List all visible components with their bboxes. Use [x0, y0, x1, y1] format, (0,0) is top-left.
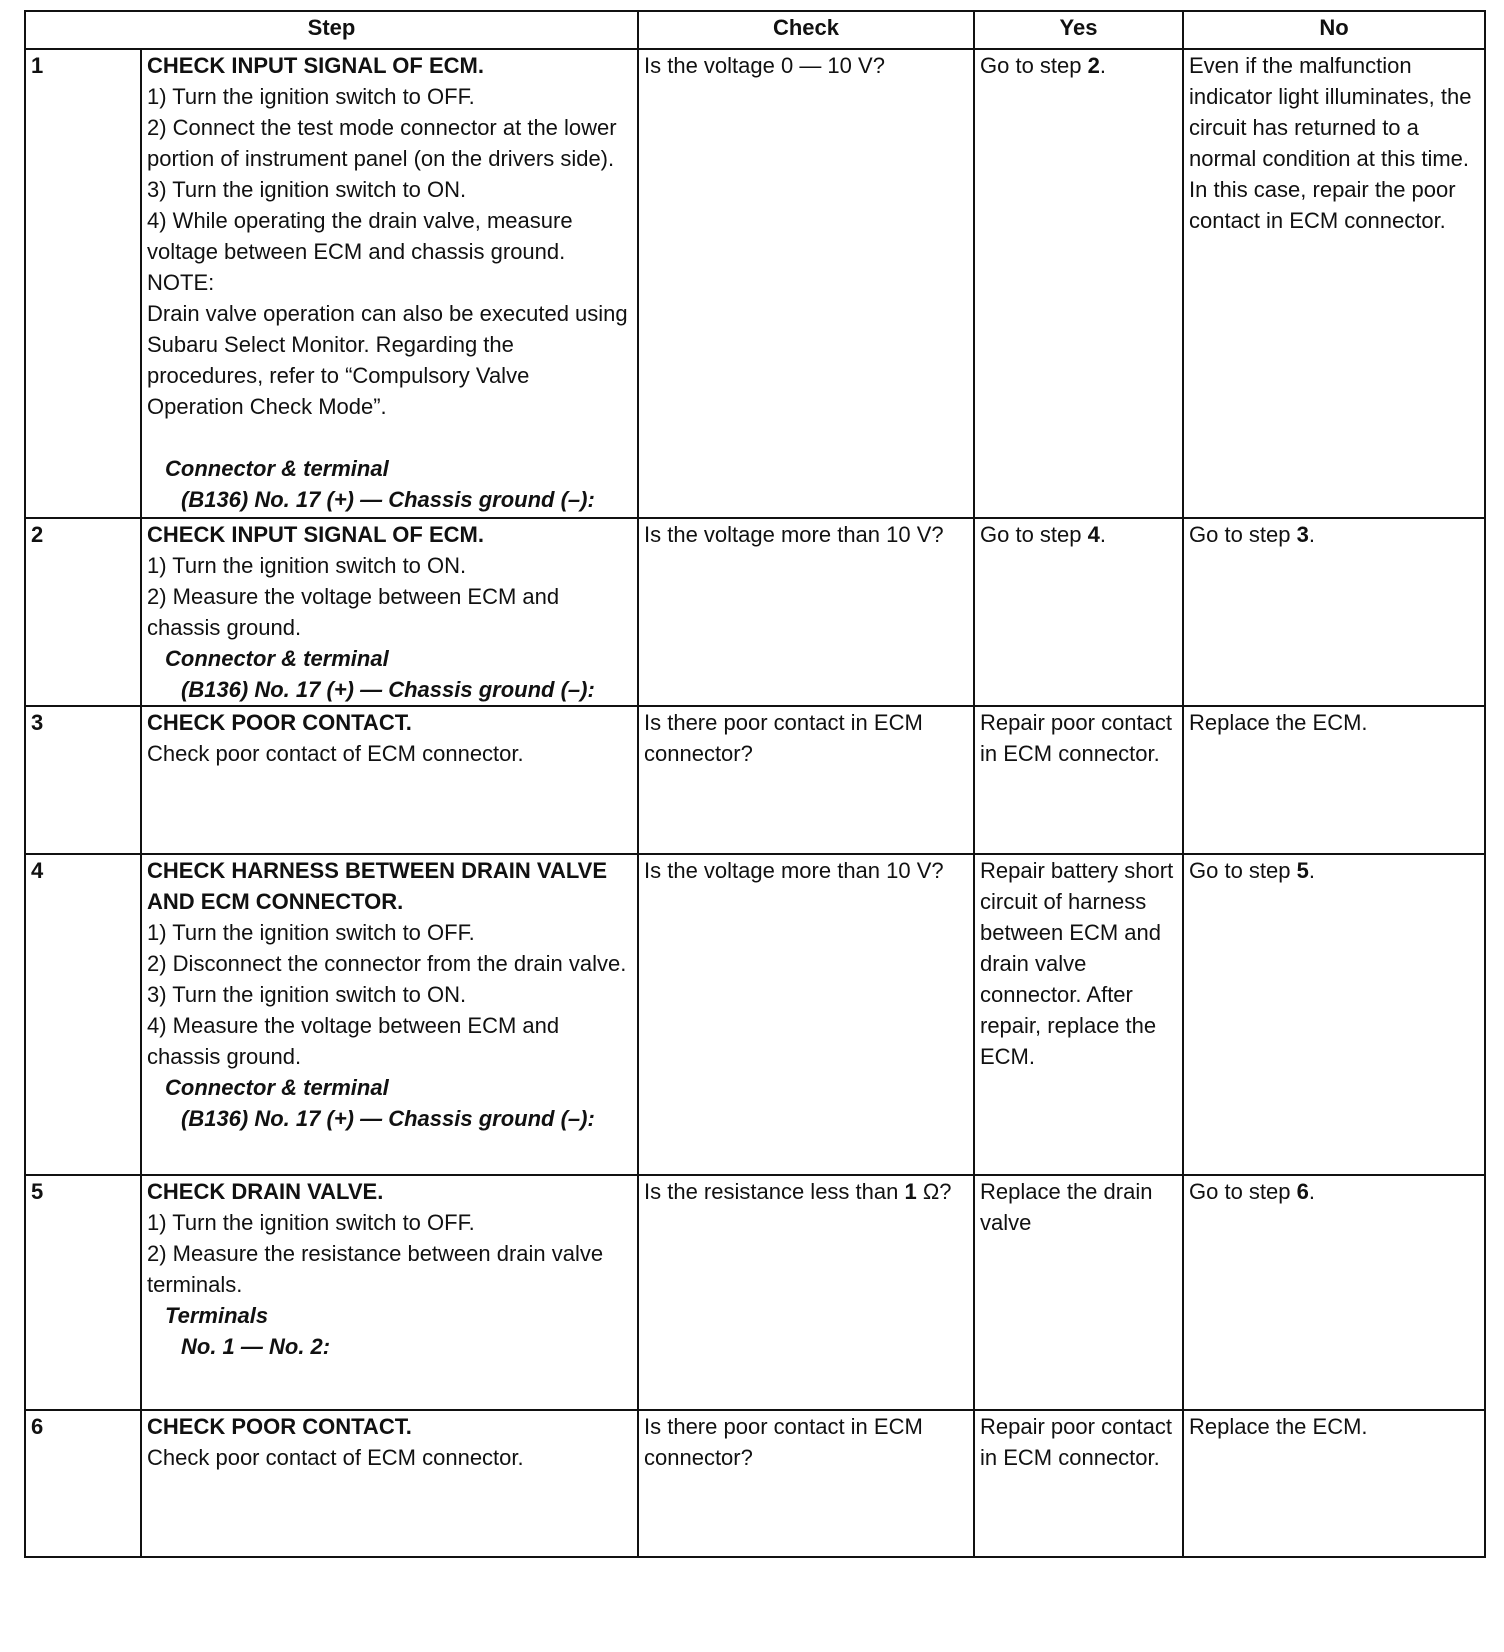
- table-row-step-3: [25, 706, 1485, 854]
- no-step-link[interactable]: 5: [1296, 858, 1309, 883]
- step-title: CHECK INPUT SIGNAL OF ECM.: [147, 53, 484, 78]
- yes-text: Repair poor contact in ECM connector.: [980, 710, 1172, 766]
- yes-action: [974, 854, 1183, 1175]
- step-line: 1) Turn the ignition switch to ON.: [147, 553, 467, 578]
- step-line: 3) Turn the ignition switch to ON.: [147, 982, 467, 1007]
- connector-terminal-value: (B136) No. 17 (+) — Chassis ground (–):: [181, 487, 595, 512]
- step-number: 4: [25, 854, 141, 1175]
- step-title: CHECK INPUT SIGNAL OF ECM.: [147, 522, 484, 547]
- no-end: .: [1308, 522, 1315, 547]
- table-row-step-1: [25, 49, 1485, 518]
- step-line: 2) Disconnect the connector from the drain valve.: [147, 951, 627, 976]
- no-action: [1183, 854, 1485, 1175]
- note-text: Drain valve operation can also be executed using Subaru Select Monitor. Regarding the procedures, refer to “Compulsory Valve Operation Check Mode”.: [147, 301, 628, 419]
- step-description: [141, 1175, 638, 1410]
- connector-terminal-label: Connector & terminal: [165, 1075, 389, 1100]
- step-number: 5: [25, 1175, 141, 1410]
- yes-end: .: [1099, 53, 1106, 78]
- no-text: Go to step: [1189, 522, 1297, 547]
- no-action: [1183, 1410, 1485, 1557]
- check-number: 1: [904, 1179, 917, 1204]
- step-line: 4) While operating the drain valve, measure voltage between ECM and chassis ground.: [147, 208, 573, 264]
- no-text: Go to step: [1189, 1179, 1297, 1204]
- step-line: 2) Connect the test mode connector at the lower portion of instrument panel (on the drivers side).: [147, 115, 617, 171]
- step-title: CHECK HARNESS BETWEEN DRAIN VALVE AND ECM CONNECTOR.: [147, 858, 607, 914]
- no-text: Replace the ECM.: [1189, 1414, 1368, 1439]
- terminals-value: No. 1 — No. 2:: [181, 1334, 331, 1359]
- connector-terminal-label: Connector & terminal: [165, 456, 389, 481]
- yes-step-link[interactable]: 2: [1087, 53, 1100, 78]
- step-line: Check poor contact of ECM connector.: [147, 1445, 524, 1470]
- step-title: CHECK POOR CONTACT.: [147, 710, 412, 735]
- yes-text: Repair battery short circuit of harness between ECM and drain valve connector. After repair, replace the ECM.: [980, 858, 1174, 1069]
- step-title: CHECK POOR CONTACT.: [147, 1414, 412, 1439]
- step-description: [141, 1410, 638, 1557]
- connector-terminal-label: Connector & terminal: [165, 646, 389, 671]
- yes-action: [974, 49, 1183, 518]
- header-no: No: [1183, 11, 1485, 49]
- yes-action: [974, 518, 1183, 706]
- step-title: CHECK DRAIN VALVE.: [147, 1179, 384, 1204]
- table-row-step-6: [25, 1410, 1485, 1557]
- yes-text: Go to step: [980, 522, 1088, 547]
- terminals-label: Terminals: [165, 1303, 269, 1328]
- step-description: [141, 854, 638, 1175]
- table-header-row: [25, 11, 1485, 49]
- no-action: [1183, 49, 1485, 518]
- no-text: Replace the ECM.: [1189, 710, 1368, 735]
- table-row-step-2: [25, 518, 1485, 706]
- step-line: 1) Turn the ignition switch to OFF.: [147, 1210, 475, 1235]
- yes-text: Repair poor contact in ECM connector.: [980, 1414, 1172, 1470]
- check-question: Is the voltage more than 10 V?: [638, 518, 974, 706]
- no-action: [1183, 1175, 1485, 1410]
- step-line: 4) Measure the voltage between ECM and chassis ground.: [147, 1013, 560, 1069]
- step-line: 2) Measure the voltage between ECM and chassis ground.: [147, 584, 560, 640]
- note-label: NOTE:: [147, 270, 215, 295]
- step-line: 3) Turn the ignition switch to ON.: [147, 177, 467, 202]
- no-step-link[interactable]: 6: [1296, 1179, 1309, 1204]
- spacer: [147, 422, 632, 453]
- check-pre: Is the resistance less than: [644, 1179, 905, 1204]
- check-question: [638, 1175, 974, 1410]
- no-text: Even if the malfunction indicator light illuminates, the circuit has returned to a normal condition at this time. In this case, repair the poor contact in ECM connector.: [1189, 53, 1472, 233]
- diagnostic-procedure-table: [24, 10, 1486, 1558]
- yes-text: Go to step: [980, 53, 1088, 78]
- yes-text: Replace the drain valve: [980, 1179, 1153, 1235]
- yes-end: .: [1099, 522, 1106, 547]
- step-number: 1: [25, 49, 141, 518]
- header-step: Step: [25, 11, 638, 49]
- step-line: Check poor contact of ECM connector.: [147, 741, 524, 766]
- step-line: 2) Measure the resistance between drain valve terminals.: [147, 1241, 604, 1297]
- no-action: [1183, 518, 1485, 706]
- yes-action: [974, 1410, 1183, 1557]
- header-check: Check: [638, 11, 974, 49]
- step-description: [141, 518, 638, 706]
- check-question: Is the voltage 0 — 10 V?: [638, 49, 974, 518]
- yes-step-link[interactable]: 4: [1087, 522, 1100, 547]
- check-post: Ω?: [916, 1179, 952, 1204]
- step-number: 3: [25, 706, 141, 854]
- no-text: Go to step: [1189, 858, 1297, 883]
- no-end: .: [1308, 1179, 1315, 1204]
- no-end: .: [1308, 858, 1315, 883]
- no-action: [1183, 706, 1485, 854]
- step-number: 2: [25, 518, 141, 706]
- no-step-link[interactable]: 3: [1296, 522, 1309, 547]
- check-question: Is there poor contact in ECM connector?: [638, 706, 974, 854]
- table-row-step-4: [25, 854, 1485, 1175]
- connector-terminal-value: (B136) No. 17 (+) — Chassis ground (–):: [181, 677, 595, 702]
- check-question: Is there poor contact in ECM connector?: [638, 1410, 974, 1557]
- yes-action: [974, 1175, 1183, 1410]
- step-description: [141, 49, 638, 518]
- step-line: 1) Turn the ignition switch to OFF.: [147, 920, 475, 945]
- header-yes: Yes: [974, 11, 1183, 49]
- connector-terminal-value: (B136) No. 17 (+) — Chassis ground (–):: [181, 1106, 595, 1131]
- step-number: 6: [25, 1410, 141, 1557]
- table-row-step-5: [25, 1175, 1485, 1410]
- step-description: [141, 706, 638, 854]
- step-line: 1) Turn the ignition switch to OFF.: [147, 84, 475, 109]
- yes-action: [974, 706, 1183, 854]
- check-question: Is the voltage more than 10 V?: [638, 854, 974, 1175]
